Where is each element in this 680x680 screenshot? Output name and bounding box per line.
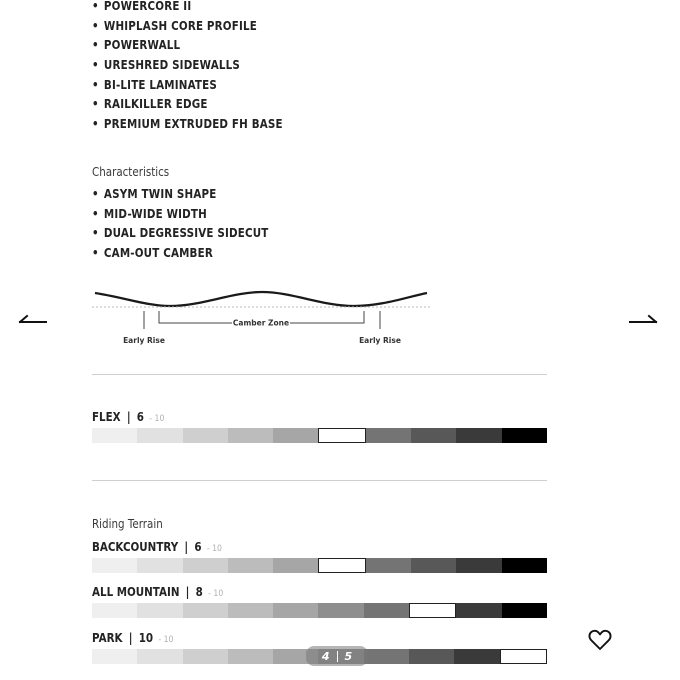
characteristic-item: • DUAL DEGRESSIVE SIDECUT xyxy=(92,224,269,244)
scale-segment xyxy=(137,558,182,573)
scale-segment xyxy=(92,649,137,664)
rating-value: 6 xyxy=(194,540,202,554)
feature-item: • PREMIUM EXTRUDED FH BASE xyxy=(92,115,283,135)
rating-max: - 10 xyxy=(208,589,224,599)
scale-segment xyxy=(502,558,547,573)
park-label xyxy=(92,631,173,645)
rating-name: PARK xyxy=(92,631,123,645)
rating-name: BACKCOUNTRY xyxy=(92,540,179,554)
scale-segment xyxy=(92,428,137,443)
early-rise-right-label: Early Rise xyxy=(359,336,401,345)
scale-segment xyxy=(183,428,228,443)
feature-item: • RAILKILLER EDGE xyxy=(92,95,283,115)
favorite-button[interactable] xyxy=(588,629,612,651)
scale-segment xyxy=(92,558,137,573)
flex-scale-bar xyxy=(92,428,547,443)
scale-segment xyxy=(137,428,182,443)
scale-segment xyxy=(183,603,228,618)
pager-total: 5 xyxy=(344,649,353,663)
scale-segment xyxy=(183,649,228,664)
scale-segment xyxy=(273,603,318,618)
characteristic-item: • CAM-OUT CAMBER xyxy=(92,244,269,264)
rating-max: - 10 xyxy=(149,414,165,424)
scale-segment xyxy=(364,649,409,664)
camber-profile-diagram xyxy=(92,284,437,349)
scale-segment xyxy=(273,428,318,443)
rating-separator: | xyxy=(128,631,133,645)
scale-segment xyxy=(92,603,137,618)
scale-segment xyxy=(454,649,499,664)
characteristics-heading: Characteristics xyxy=(92,165,170,179)
feature-item: • URESHRED SIDEWALLS xyxy=(92,56,283,76)
camber-profile-line xyxy=(95,292,427,306)
backcountry-scale-bar xyxy=(92,558,547,573)
rating-value: 8 xyxy=(195,585,203,599)
arrow-left-icon xyxy=(18,308,48,332)
camber-zone-bracket-left xyxy=(159,311,232,323)
scale-segment xyxy=(409,603,456,618)
scale-segment xyxy=(500,649,547,664)
camber-zone-label: Camber Zone xyxy=(232,318,290,328)
characteristics-list xyxy=(92,185,297,264)
rating-name: FLEX xyxy=(92,410,121,424)
riding-terrain-heading: Riding Terrain xyxy=(92,517,163,531)
feature-item: • WHIPLASH CORE PROFILE xyxy=(92,17,283,37)
characteristic-item: • MID-WIDE WIDTH xyxy=(92,205,269,225)
scale-segment xyxy=(411,558,456,573)
rating-value: 10 xyxy=(138,631,154,645)
scale-segment xyxy=(318,558,365,573)
divider xyxy=(92,480,547,481)
scale-segment xyxy=(183,558,228,573)
feature-item: • POWERWALL xyxy=(92,36,283,56)
rating-separator: | xyxy=(185,585,190,599)
scale-segment xyxy=(456,558,501,573)
scale-segment xyxy=(456,428,501,443)
tech-feature-list xyxy=(92,0,314,135)
rating-separator: | xyxy=(126,410,131,424)
arrow-right-icon xyxy=(628,308,658,332)
scale-segment xyxy=(409,649,454,664)
scale-segment xyxy=(273,558,318,573)
scale-segment xyxy=(411,428,456,443)
pager-divider xyxy=(337,651,338,662)
scale-segment xyxy=(137,649,182,664)
rating-max: - 10 xyxy=(206,544,222,554)
rating-separator: | xyxy=(184,540,189,554)
camber-zone-bracket-right xyxy=(290,311,364,323)
backcountry-label xyxy=(92,540,222,554)
all-mountain-scale-bar xyxy=(92,603,547,618)
scale-segment xyxy=(502,603,547,618)
scale-segment xyxy=(228,428,273,443)
scale-segment xyxy=(137,603,182,618)
scale-segment xyxy=(456,603,501,618)
scale-segment xyxy=(364,603,409,618)
scale-segment xyxy=(318,603,363,618)
scale-segment xyxy=(366,558,411,573)
scale-segment xyxy=(366,428,411,443)
flex-label xyxy=(92,410,164,424)
divider xyxy=(92,374,547,375)
rating-value: 6 xyxy=(136,410,144,424)
feature-item: • POWERCORE II xyxy=(92,0,283,17)
scale-segment xyxy=(318,428,365,443)
scale-segment xyxy=(228,649,273,664)
feature-item: • BI-LITE LAMINATES xyxy=(92,76,283,96)
rating-max: - 10 xyxy=(158,635,174,645)
scale-segment xyxy=(502,428,547,443)
pager-current: 4 xyxy=(321,649,330,663)
previous-image-button[interactable] xyxy=(18,308,48,332)
scale-segment xyxy=(228,558,273,573)
scale-segment xyxy=(228,603,273,618)
early-rise-left-label: Early Rise xyxy=(123,336,165,345)
gallery-pager xyxy=(306,646,368,666)
next-image-button[interactable] xyxy=(628,308,658,332)
characteristic-item: • ASYM TWIN SHAPE xyxy=(92,185,269,205)
rating-name: ALL MOUNTAIN xyxy=(92,585,180,599)
all-mountain-label xyxy=(92,585,223,599)
heart-outline-icon xyxy=(588,629,612,651)
